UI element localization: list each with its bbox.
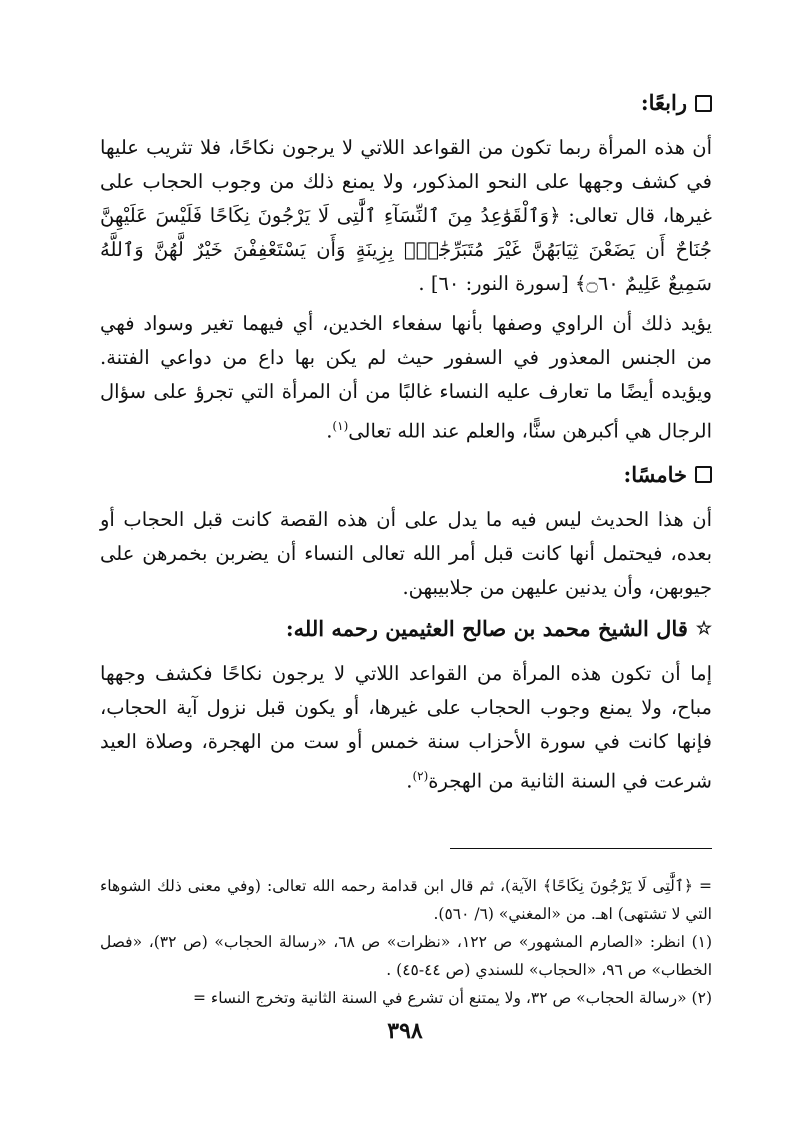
quran-verse: ﴿وَٱلْقَوَٰعِدُ مِنَ ٱلنِّسَآءِ ٱلَّٰتِى لَا يَرْجُونَ نِكَاحًا فَلَيْسَ عَلَيْهِنَّ جُنَاحٌ أَن يَضَعْنَ ثِيَابَهُنَّ غَيْرَ مُتَبَرِّجَٰتٍۭ بِزِينَةٍ وَأَن يَسْتَعْفِفْنَ خَيْرٌ لَّهُنَّ وَٱللَّهُ سَمِيعٌ عَلِيمٌ ۝٦٠﴾ xyxy=(100,204,712,295)
square-bullet-icon xyxy=(695,95,712,112)
square-bullet-icon xyxy=(695,466,712,483)
paragraph xyxy=(100,131,712,301)
paragraph xyxy=(100,307,712,449)
section-heading-fourth xyxy=(100,85,712,121)
footnote-marker: (١) xyxy=(332,419,349,433)
section-title: خامسًا: xyxy=(623,461,687,487)
paragraph-text: أن هذا الحديث ليس فيه ما يدل على أن هذه القصة كانت قبل الحجاب أو بعده، فيحتمل أنها كانت قبل أمر الله تعالى النساء أن يضربن بخمرهن على جيوبهن، وأن يدنين عليهن من جلابيبهن. xyxy=(100,507,712,599)
section-heading-fifth xyxy=(100,457,712,493)
quote-title: قال الشيخ محمد بن صالح العثيمين رحمه الله: xyxy=(285,615,688,641)
footnote-marker: (٢) xyxy=(412,768,429,783)
main-text xyxy=(100,85,712,798)
footnotes xyxy=(100,872,712,1012)
paragraph-end: . xyxy=(326,419,333,443)
star-icon: ☆ xyxy=(695,617,712,639)
paragraph-text: يؤيد ذلك أن الراوي وصفها بأنها سفعاء الخدين، أي فيهما تغير وسواد فهي من الجنس المعذور في السفور حيث لم يكن بها داع من دواعي الفتنة. ويؤيده أيضًا ما تعارف عليه النساء غالبًا من أن المرأة التي تجرؤ على سؤال الرجال هي أكبرهن سنًّا، والعلم عند الله تعالى xyxy=(100,312,712,443)
paragraph xyxy=(100,503,712,605)
paragraph-text: أن هذه المرأة ربما تكون من القواعد اللاتي لا يرجون نكاحًا، فلا تثريب عليها في كشف وجهها على النحو المذكور، ولا يمنع ذلك من وجوب الحجاب على غيرها، قال تعالى: xyxy=(100,136,712,227)
quote-heading xyxy=(100,611,712,647)
footnote-2: (٢) «رسالة الحجاب» ص ٣٢، ولا يمتنع أن تشرع في السنة الثانية وتخرج النساء = xyxy=(193,989,712,1007)
page-number: ٣٩٨ xyxy=(387,1018,423,1044)
paragraph-end: . xyxy=(406,769,413,792)
paragraph-text: إما أن تكون هذه المرأة من القواعد اللاتي لا يرجون نكاحًا فكشف وجهها مباح، ولا يمنع وجوب الحجاب على غيرها، أو يكون قبل نزول آية الحجاب، فإنها كانت في سورة الأحزاب سنة خمس أو ست من الهجرة، وصلاة العيد شرعت في السنة الثانية من الهجرة xyxy=(100,661,712,792)
footnote-1: (١) انظر: «الصارم المشهور» ص ١٢٢، «نظرات» ص ٦٨، «رسالة الحجاب» (ص ٣٢)، «فصل الخطاب» ص ٩٦، «الحجاب» للسندي (ص ٤٤-٤٥) . xyxy=(100,933,713,979)
footnote-divider xyxy=(450,848,712,849)
verse-reference: [سورة النور: ٦٠] . xyxy=(418,272,569,295)
paragraph xyxy=(100,657,712,799)
section-title: رابعًا: xyxy=(640,90,687,115)
footnote-continuation: = ﴿ٱلَّٰتِى لَا يَرْجُونَ نِكَاحًا﴾ الآية)، ثم قال ابن قدامة رحمه الله تعالى: (وفي معنى ذلك الشوهاء التي لا تشتهى) اهـ. من «المغني» (٦/ ٥٦٠). xyxy=(100,877,712,923)
